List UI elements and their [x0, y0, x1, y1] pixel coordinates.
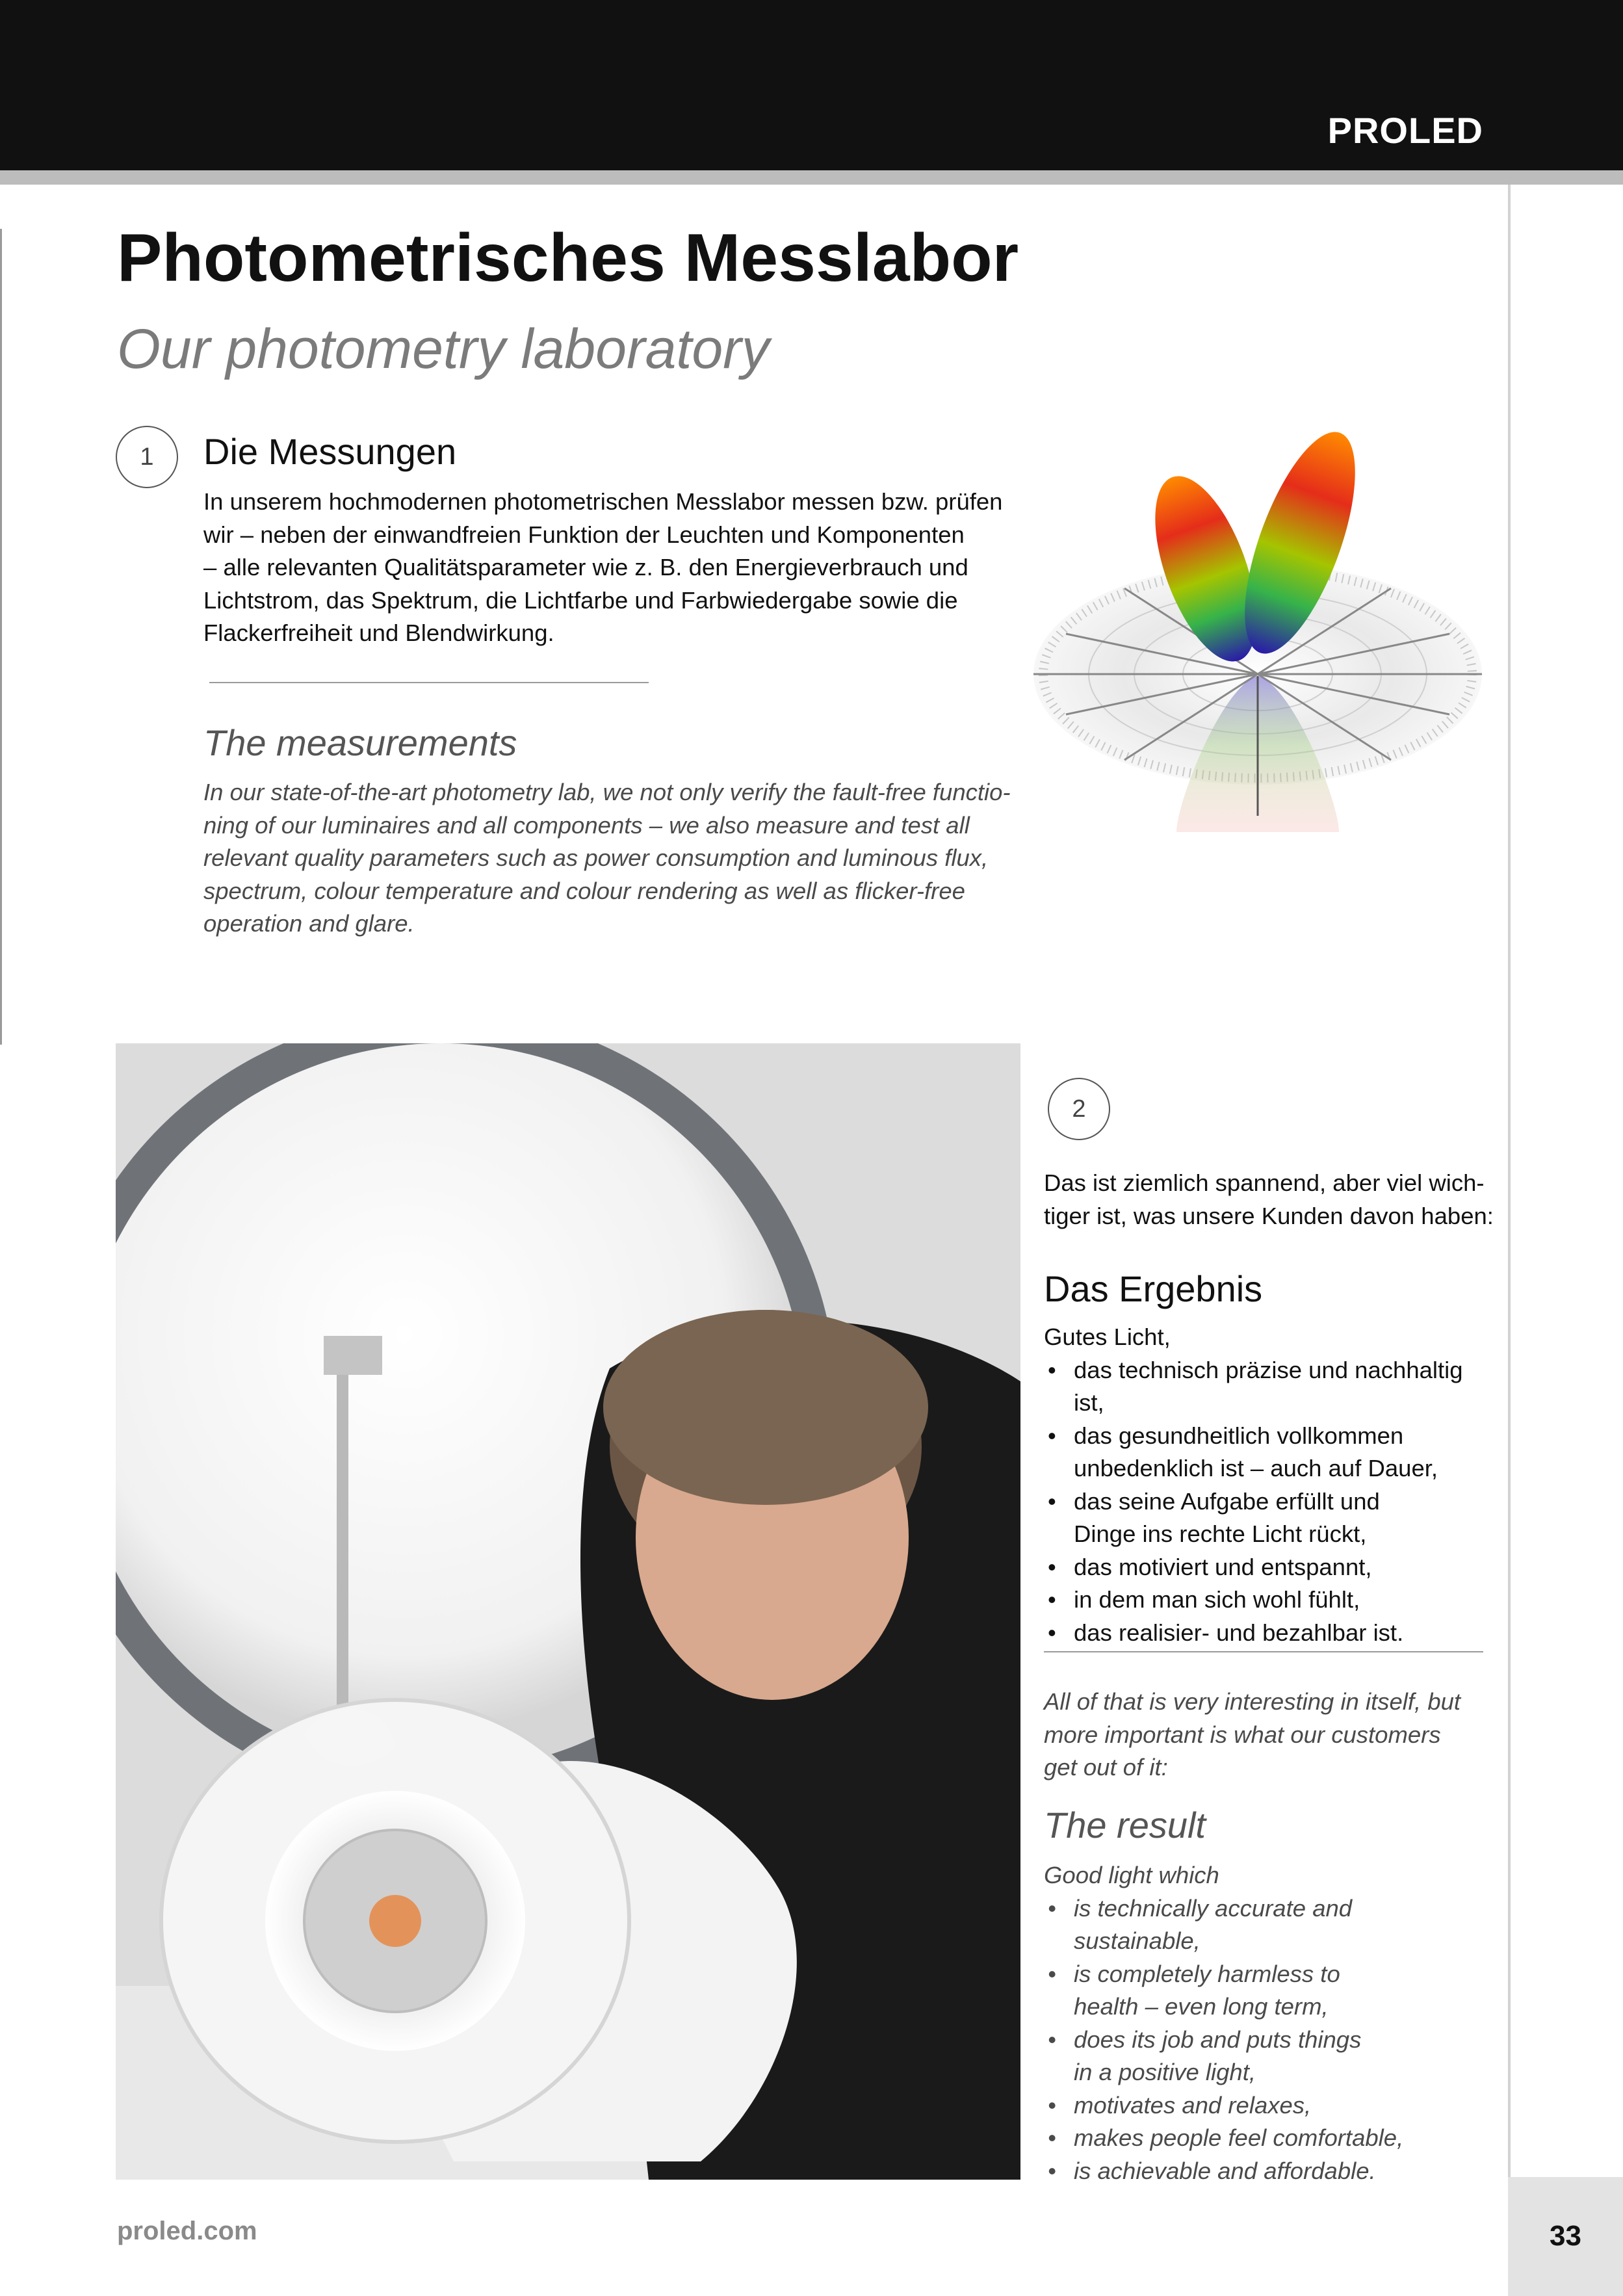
- list-item: [1044, 1485, 1499, 1551]
- text-line: Das ist ziemlich spannend, aber viel wich-: [1044, 1169, 1485, 1196]
- section1-heading-en: The measurements: [203, 722, 517, 763]
- text-line: ning of our luminaires and all components – we also measure and test all: [203, 811, 970, 839]
- text-line: wir – neben der einwandfreien Funktion der Leuchten und Komponenten: [203, 521, 965, 548]
- section2-heading-de: Das Ergebnis: [1044, 1268, 1263, 1309]
- section1-text-de: [203, 486, 1016, 650]
- page-title: Photometrisches Messlabor: [117, 220, 1019, 296]
- list-item: [1044, 2155, 1499, 2188]
- text-line: unbedenklich ist – auch auf Dauer,: [1074, 1455, 1438, 1481]
- diagram-graphic: [1027, 426, 1488, 842]
- result-list-en: [1044, 1892, 1499, 2188]
- text-line: • das realisier- und bezahlbar ist.: [1074, 1619, 1404, 1646]
- text-line: operation and glare.: [203, 910, 415, 937]
- text-line: • das technisch präzise und nachhaltig ist,: [1074, 1356, 1463, 1416]
- text-line: relevant quality parameters such as power consumption and luminous flux,: [203, 844, 989, 871]
- text-line: Flackerfreiheit und Blendwirkung.: [203, 620, 554, 646]
- list-item: [1044, 1958, 1499, 2024]
- lab-photo: [116, 1043, 1020, 2180]
- text-line: • motivates and relaxes,: [1074, 2091, 1312, 2119]
- text-line: • is technically accurate and: [1074, 1894, 1353, 1922]
- section2-heading-en: The result: [1044, 1805, 1206, 1846]
- list-item: [1044, 1420, 1499, 1485]
- text-line: • is achievable and affordable.: [1074, 2157, 1376, 2184]
- text-line: tiger ist, was unsere Kunden davon haben:: [1044, 1202, 1494, 1229]
- list-item: [1044, 2024, 1499, 2089]
- text-line: Dinge ins rechte Licht rückt,: [1074, 1520, 1367, 1547]
- text-line: more important is what our customers: [1044, 1721, 1441, 1748]
- section2-intro-de: [1044, 1167, 1499, 1233]
- section2-list-en: [1044, 1859, 1499, 2187]
- list-item: [1044, 1584, 1499, 1617]
- light-distribution-diagram: [1027, 426, 1488, 842]
- section-number-1: 1: [116, 426, 178, 488]
- section2-intro-en: [1044, 1686, 1499, 1784]
- brand-logo: PROLED: [1327, 110, 1483, 151]
- text-line: In our state-of-the-art photometry lab, we not only verify the fault-free functio-: [203, 779, 1011, 805]
- text-line: • das motiviert und entspannt,: [1074, 1553, 1372, 1580]
- section2-divider: [1044, 1651, 1483, 1652]
- section2-lead-en: Good light which: [1044, 1862, 1219, 1888]
- section1-heading-de: Die Messungen: [203, 431, 457, 472]
- text-line: in a positive light,: [1074, 2059, 1256, 2085]
- section1-divider: [209, 682, 649, 683]
- text-line: • makes people feel comfortable,: [1074, 2124, 1404, 2151]
- list-item: [1044, 1551, 1499, 1584]
- text-line: Lichtstrom, das Spektrum, die Lichtfarbe und Farbwiedergabe sowie die: [203, 586, 958, 614]
- list-item: [1044, 1354, 1499, 1420]
- text-line: • in dem man sich wohl fühlt,: [1074, 1586, 1360, 1613]
- list-item: [1044, 2122, 1499, 2155]
- text-line: • das seine Aufgabe erfüllt und: [1074, 1487, 1380, 1515]
- result-list-de: [1044, 1354, 1499, 1650]
- page-number: 33: [1550, 2220, 1581, 2252]
- text-line: – alle relevanten Qualitätsparameter wie z. B. den Energieverbrauch und: [203, 554, 968, 581]
- page-subtitle: Our photometry laboratory: [117, 318, 770, 380]
- list-item: [1044, 1892, 1499, 1958]
- list-item: [1044, 2089, 1499, 2122]
- text-line: health – even long term,: [1074, 1993, 1329, 2020]
- text-line: In unserem hochmodernen photometrischen Messlabor messen bzw. prüfen: [203, 488, 1003, 515]
- section2-list-de: [1044, 1321, 1499, 1649]
- list-item: [1044, 1617, 1499, 1650]
- text-line: spectrum, colour temperature and colour rendering as well as flicker-free: [203, 877, 965, 904]
- text-line: • is completely harmless to: [1074, 1960, 1340, 1987]
- text-line: • does its job and puts things: [1074, 2026, 1362, 2053]
- text-line: sustainable,: [1074, 1927, 1201, 1954]
- footer-url: proled.com: [117, 2217, 257, 2245]
- header-stripe: [0, 170, 1623, 185]
- section2-lead-de: Gutes Licht,: [1044, 1324, 1171, 1350]
- text-line: • das gesundheitlich vollkommen: [1074, 1422, 1404, 1449]
- section-number-2: 2: [1048, 1078, 1110, 1140]
- left-margin-line: [0, 229, 2, 1045]
- lab-photo-graphic: [116, 1043, 1020, 2180]
- right-margin-column: [1508, 185, 1623, 2177]
- section1-text-en: [203, 776, 1048, 941]
- text-line: All of that is very interesting in itself, but: [1044, 1688, 1461, 1715]
- text-line: get out of it:: [1044, 1754, 1168, 1781]
